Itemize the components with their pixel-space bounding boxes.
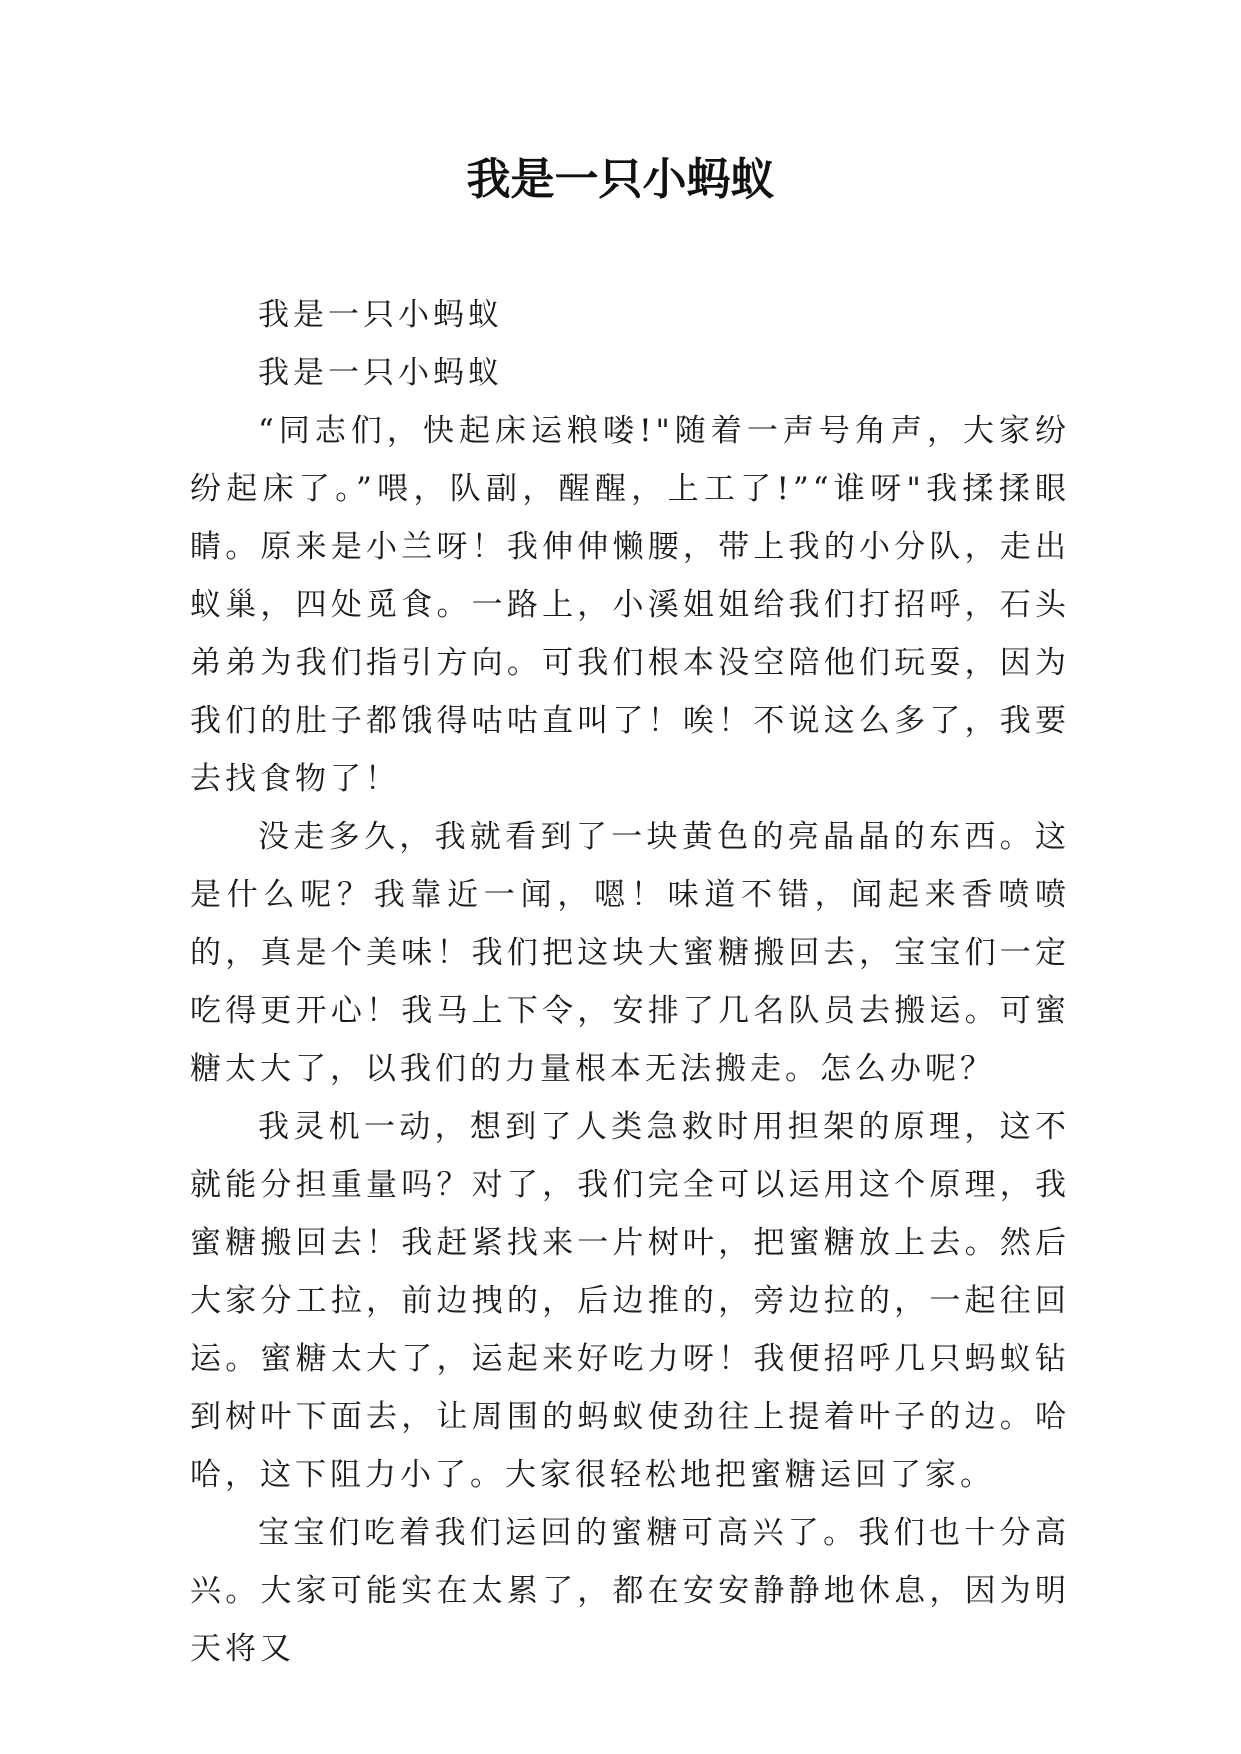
paragraph: 我是一只小蚂蚁 (258, 297, 503, 333)
document-title: 我是一只小蚂蚁 (466, 154, 775, 205)
paragraph: 我灵机一动，想到了人类急救时用担架的原理，这不就能分担重量吗？对了，我们完全可以运用这个原理，我蜜糖搬回去！我赶紧找来一片树叶，把蜜糖放上去。然后大家分工拉，前边拽的，后边推的，旁边拉的，一起往回运。蜜糖太大了，运起来好吃力呀！我便招呼几只蚂蚁钻到树叶下面去，让周围的蚂蚁使劲往上提着叶子的边。哈哈，这下阻力小了。大家很轻松地把蜜糖运回了家。 (190, 1109, 1070, 1493)
paragraph: 没走多久，我就看到了一块黄色的亮晶晶的东西。这是什么呢？我靠近一闻，嗯！味道不错，闻起来香喷喷的，真是个美味！我们把这块大蜜糖搬回去，宝宝们一定吃得更开心！我马上下令，安排了几名队员去搬运。可蜜糖太大了，以我们的力量根本无法搬走。怎么办呢？ (190, 819, 1070, 1087)
paragraph: 我是一只小蚂蚁 (258, 355, 503, 391)
paragraph: 宝宝们吃着我们运回的蜜糖可高兴了。我们也十分高兴。大家可能实在太累了，都在安安静静地休息，因为明天将又 (190, 1515, 1070, 1667)
paragraph: “同志们，快起床运粮喽!"随着一声号角声，大家纷纷起床了。”喂，队副，醒醒，上工了!”“谁呀"我揉揉眼睛。原来是小兰呀！我伸伸懒腰，带上我的小分队，走出蚁巢，四处觅食。一路上，小溪姐姐给我们打招呼，石头弟弟为我们指引方向。可我们根本没空陪他们玩耍，因为我们的肚子都饿得咕咕直叫了！唉！不说这么多了，我要去找食物了！ (190, 413, 1070, 797)
document-body (190, 286, 1070, 1678)
